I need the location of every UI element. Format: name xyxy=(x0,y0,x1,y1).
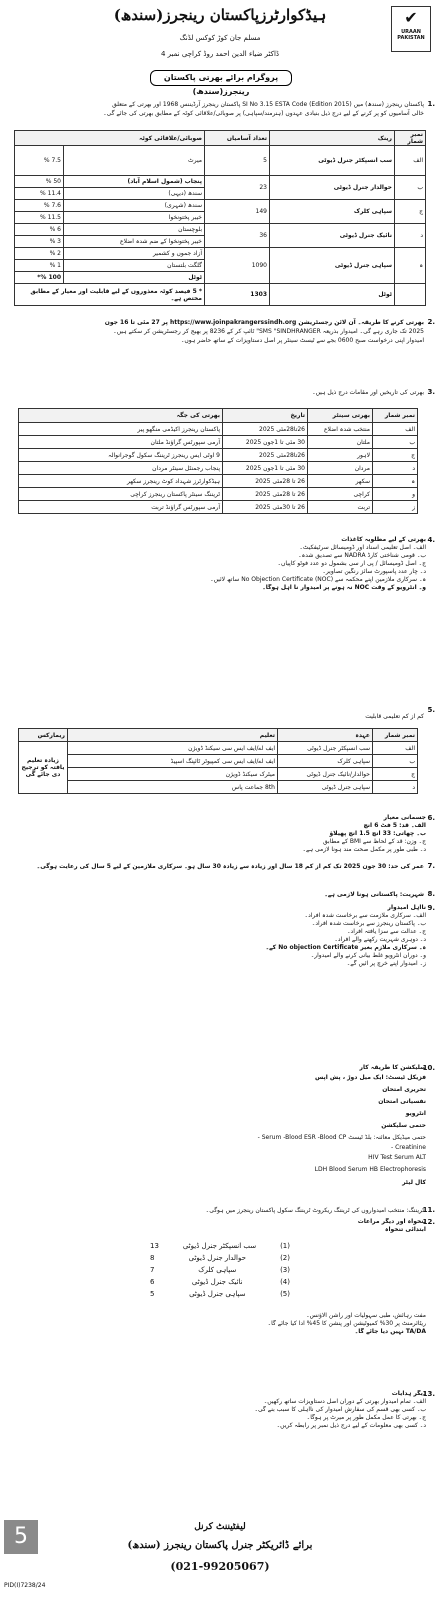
qualification-table xyxy=(18,728,418,794)
instruction-item: د۔ کسی بھی معلومات کے لیے درج ذیل نمبر پر رابطہ کریں۔ xyxy=(276,1422,426,1429)
remarks-cell: زیادہ تعلیم یافتہ کو ترجیح دی جائے گی xyxy=(19,742,68,794)
quota-region: پنجاب (شمول اسلام آباد) xyxy=(64,176,205,188)
para-1-text xyxy=(14,100,424,118)
row-venue: پنجاب رجمنٹل سینٹر مردان xyxy=(19,462,223,475)
address-line-2: ڈاکٹر ضیاء الدین احمد روڈ کراچی نمبر 4 xyxy=(160,50,280,58)
table-row xyxy=(15,248,426,260)
quota-region: سندھ (شہری) xyxy=(64,200,205,212)
para-2-line-1: بھرتی کرنے کا طریقہ۔ آن لائن رجسٹریشن https://www.joinpakrangerssindh.org پر 27 مئی تا 16 جون xyxy=(104,319,424,326)
row-date: 26 تا 30مئی 2025 xyxy=(223,501,308,514)
row-post: سپاہی کلرک xyxy=(278,755,373,768)
address-line-1: مسلم جان کوڑ کوکس لڈنگ xyxy=(179,34,261,42)
list-item xyxy=(150,1276,290,1288)
row-centre: سکھر xyxy=(308,475,373,488)
row-rank: نائیک جنرل ڈیوٹی xyxy=(270,224,395,248)
para-6-title: جسمانی معیار xyxy=(383,814,426,821)
row-serial: ز xyxy=(373,501,418,514)
para-9-title: نااہل امیدوار xyxy=(387,904,426,911)
header-date: تاریخ xyxy=(223,409,308,423)
row-serial: ب xyxy=(373,755,418,768)
selection-step: Creatinine - xyxy=(391,1144,426,1151)
quota-percent: 50 % xyxy=(15,176,64,188)
instruction-item: الف۔ تمام امیدوار بھرتی کے دوران اصل دستاویزات ساتھ رکھیں۔ xyxy=(263,1398,426,1405)
quota-region: بلوچستان xyxy=(64,224,205,236)
table-row xyxy=(15,146,426,176)
quota-region: میرٹ xyxy=(64,146,205,176)
row-education: ایف اے/ایف ایس سی کمپیوٹر ٹائپنگ اسپیڈ xyxy=(68,755,278,768)
quota-percent: 11.4 % xyxy=(15,188,64,200)
item-post: سپاہی کلرک xyxy=(198,1266,237,1274)
para-12-title: تنخواہ اور دیگر مراعات xyxy=(357,1218,426,1225)
table-row xyxy=(19,488,418,501)
ineligible-item: د۔ دوہری شہریت رکھنے والے افراد۔ xyxy=(334,936,426,943)
row-post: حوالدار/نائیک جنرل ڈیوٹی xyxy=(278,768,373,781)
para-2-number: 2. xyxy=(427,318,435,326)
quota-percent: 3 % xyxy=(15,236,64,248)
para-12-number: 12. xyxy=(422,1218,435,1226)
selection-step: حتمی میڈیکل معائنہ: بلڈ ٹیسٹ Serum -Blood ESR -Blood CP - xyxy=(257,1134,426,1141)
signatory-office: برائے ڈائریکٹر جنرل پاکستان رینجرز (سندھ) xyxy=(127,1540,313,1551)
total-row xyxy=(15,284,426,306)
list-item xyxy=(150,1264,290,1276)
table-header-row xyxy=(19,409,418,423)
para-9-ineligible xyxy=(14,904,426,968)
logo-text: URAAN PAKISTAN xyxy=(397,29,425,41)
blank-cell xyxy=(395,284,426,306)
para-12-benefits xyxy=(14,1312,426,1336)
header-vacancies: تعداد آسامیاں xyxy=(205,131,270,146)
para-13-instructions xyxy=(14,1390,426,1430)
height-requirement: الف۔ قد: 5 فٹ 6 انچ xyxy=(363,822,426,829)
benefit-item: ریٹائرمنٹ پر 30% کمیوٹیشن اور پنشن کا 45% ادا کیا جائے گا۔ xyxy=(267,1320,426,1327)
para-1-number: 1. xyxy=(427,100,435,108)
para-1-line-1: پاکستان رینجرز (سندھ) میں SI No 3.15 ESTA Code (Edition 2015) پاکستان رینجرز آرڈیننس 1968 اور بھرتی کے متعلق xyxy=(112,101,424,108)
selection-step: کال لیٹر xyxy=(402,1179,426,1186)
doc-item: الف۔ اصل تعلیمی اسناد اور ڈومیسائل سرٹیفکیٹ۔ xyxy=(299,544,426,551)
row-centre: لاہور xyxy=(308,449,373,462)
para-8-citizenship: شہریت: پاکستانی ہونا لازمی ہے۔ xyxy=(324,891,424,898)
row-rank: حوالدار جنرل ڈیوٹی xyxy=(270,176,395,200)
quota-region: خیبر پختونخوا xyxy=(64,212,205,224)
row-date: 26 تا 28مئی 2025 xyxy=(223,475,308,488)
selection-step: حتمی سلیکشن xyxy=(381,1122,426,1129)
tada-note: TA/DA نہیں دیا جائے گا۔ xyxy=(354,1328,426,1335)
item-post: نائیک جنرل ڈیوٹی xyxy=(191,1278,243,1286)
header-centre: بھرتی سینٹر xyxy=(308,409,373,423)
para-5-number: 5. xyxy=(427,706,435,714)
pid-code: PID(I)7238/24 xyxy=(4,1582,46,1589)
ineligible-item: ہ۔ سرکاری ملازم بغیر No objection Certificate کے۔ xyxy=(265,944,426,951)
table-header-row xyxy=(19,729,418,742)
para-2-line-2: 2025 تک جاری رہے گی۔ امیدوار بذریعہ SMS "SINDHRANGER" ٹائپ کر کے 8236 پر بھیج کر رجسٹریشن کر سکتے ہیں۔ xyxy=(113,328,424,335)
para-5-intro: کم از کم تعلیمی قابلیت xyxy=(365,713,424,720)
row-serial: ب xyxy=(373,436,418,449)
row-venue: آرمی سپورٹس گراؤنڈ تربت xyxy=(19,501,223,514)
para-7-age: عمر کی حد: 30 جون 2025 تک کم از کم 18 سال اور زیادہ سے زیادہ 30 سال ہو۔ سرکاری ملازمین کے لیے 5 سال کی رعایت ہوگی۔ xyxy=(36,863,424,870)
item-scale: 13 xyxy=(150,1242,159,1250)
para-13-title: دیگر ہدایات xyxy=(391,1390,426,1397)
list-item xyxy=(150,1252,290,1264)
total-label: ٹوٹل xyxy=(270,284,395,306)
quota-region: خیبر پختونخوا کے ضم شدہ اضلاع xyxy=(64,236,205,248)
table-row xyxy=(19,501,418,514)
ineligible-item: ج۔ عدالت سے سزا یافتہ افراد۔ xyxy=(347,928,426,935)
chest-requirement: ب۔ چھاتی: 33 انچ 1.5 انچ پھیلاؤ xyxy=(329,830,426,837)
row-date: 30 مئی تا 1جون 2025 xyxy=(223,436,308,449)
table-row xyxy=(19,781,418,794)
ineligible-item: الف۔ سرکاری ملازمت سے برخاست شدہ افراد۔ xyxy=(304,912,426,919)
uraan-pakistan-logo xyxy=(391,6,431,52)
item-index: (4) xyxy=(280,1278,290,1286)
vacancies-table xyxy=(14,130,426,306)
ineligible-item: و۔ دوران انٹرویو غلط بیانی کرنے والے امیدوار۔ xyxy=(310,952,426,959)
row-date: 26تا28مئی 2025 xyxy=(223,423,308,436)
row-centre: ملتان xyxy=(308,436,373,449)
row-serial: ج xyxy=(395,200,426,224)
table-row xyxy=(15,176,426,188)
para-6-number: 6. xyxy=(427,814,435,822)
quota-percent: 2 % xyxy=(15,248,64,260)
table-row xyxy=(19,449,418,462)
benefit-item: مفت رہائش، طبی سہولیات اور راشن الاؤنس۔ xyxy=(306,1312,426,1319)
header-serial: نمبر شمار xyxy=(373,729,418,742)
row-serial: الف xyxy=(373,423,418,436)
page-number-badge: 5 xyxy=(4,1520,38,1554)
para-10-selection xyxy=(14,1064,426,1190)
para-12-title-block xyxy=(14,1218,426,1234)
table-row xyxy=(19,462,418,475)
row-post: سپاہی جنرل ڈیوٹی xyxy=(278,781,373,794)
row-serial: الف xyxy=(373,742,418,755)
quota-region: آزاد جموں و کشمیر xyxy=(64,248,205,260)
row-serial: د xyxy=(373,462,418,475)
item-index: (1) xyxy=(280,1242,290,1250)
row-rank: سب انسپکٹر جنرل ڈیوٹی xyxy=(270,146,395,176)
pay-scale-list xyxy=(150,1240,290,1300)
para-6-physical xyxy=(14,814,426,854)
selection-step: LDH Blood Serum HB Electrophoresis xyxy=(314,1166,426,1173)
row-count: 5 xyxy=(205,146,270,176)
para-12-intro: ابتدائی تنخواہ xyxy=(384,1226,426,1233)
table-row xyxy=(19,475,418,488)
medical-requirement: د۔ طبی طور پر مکمل صحت مند ہونا لازمی ہے۔ xyxy=(302,846,426,853)
para-2-line-3: امیدوار اپنی درخواست صبح 0600 بجے سے ٹیسٹ سینٹر پر اصل دستاویزات کے ساتھ حاضر ہوں۔ xyxy=(180,337,424,344)
quota-percent: 11.5 % xyxy=(15,212,64,224)
para-1-line-2: خالی آسامیوں کو پر کرنے کے لیے درج ذیل بنیادی عہدوں (ہنرمند/سپاہی) پر صوبائی/علاقائی کوٹہ کے مطابق بھرتی کی جائے گی۔ xyxy=(103,110,424,117)
selection-step: تحریری امتحان xyxy=(382,1086,426,1093)
header-remarks: ریمارکس xyxy=(19,729,68,742)
row-count: 1090 xyxy=(205,248,270,284)
quota-percent: 7.5 % xyxy=(15,146,64,176)
header-education: تعلیم xyxy=(68,729,278,742)
weight-requirement: ج۔ وزن: قد کے لحاظ سے BMI کے مطابق xyxy=(323,838,426,845)
item-scale: 8 xyxy=(150,1254,155,1262)
quota-total-label: ٹوٹل xyxy=(64,272,205,284)
row-serial: ہ xyxy=(395,248,426,284)
table-row xyxy=(15,224,426,236)
item-post: سب انسپکٹر جنرل ڈیوٹی xyxy=(182,1242,257,1250)
doc-item: د۔ چار عدد پاسپورٹ سائز رنگین تصاویر۔ xyxy=(322,568,426,575)
para-11-number: 11. xyxy=(422,1206,435,1214)
row-education: ایف اے/ایف ایس سی سیکنڈ ڈویژن xyxy=(68,742,278,755)
para-7-number: 7. xyxy=(427,862,435,870)
program-banner: پروگرام برائے بھرتی پاکستان رینجرز(سندھ) xyxy=(150,70,292,86)
row-serial: د xyxy=(395,224,426,248)
row-centre: تربت xyxy=(308,501,373,514)
para-4-documents xyxy=(14,536,426,592)
item-scale: 5 xyxy=(150,1290,155,1298)
row-post: سب انسپکٹر جنرل ڈیوٹی xyxy=(278,742,373,755)
quota-percent: 1 % xyxy=(15,260,64,272)
header-serial: نمبر شمار xyxy=(395,131,426,146)
header-rank: رینک xyxy=(270,131,395,146)
header-post: عہدہ xyxy=(278,729,373,742)
para-4-number: 4. xyxy=(427,536,435,544)
item-index: (2) xyxy=(280,1254,290,1262)
row-venue: پاکستان رینجرز اکیڈمی منگھو پیر xyxy=(19,423,223,436)
selection-step: نفسیاتی امتحان xyxy=(378,1098,426,1105)
row-count: 36 xyxy=(205,224,270,248)
header-serial: نمبر شمار xyxy=(373,409,418,423)
para-8-number: 8. xyxy=(427,890,435,898)
para-3-intro: بھرتی کی تاریخیں اور مقامات درج ذیل ہیں۔ xyxy=(312,389,424,396)
row-count: 23 xyxy=(205,176,270,200)
item-index: (5) xyxy=(280,1290,290,1298)
selection-step: HIV Test Serum ALT xyxy=(368,1154,426,1161)
item-index: (3) xyxy=(280,1266,290,1274)
selection-step: فزیکل ٹیسٹ: ایک میل دوڑ ، پش اپس xyxy=(315,1074,426,1081)
table-row xyxy=(15,200,426,212)
quota-total: 100 %* xyxy=(15,272,64,284)
row-date: 26تا28مئی 2025 xyxy=(223,449,308,462)
row-venue: 9 اوٹی ایس رینجرز ٹریننگ سکول گوجرانوالہ xyxy=(19,449,223,462)
ineligible-item: ب۔ پاکستان رینجرز سے برخاست شدہ افراد۔ xyxy=(311,920,426,927)
ineligible-item: ز۔ امیدوار اپنے خرچ پر آئیں گے۔ xyxy=(346,960,426,967)
para-4-title: بھرتی کے لیے مطلوبہ کاغذات xyxy=(341,536,426,543)
doc-item: ب۔ قومی شناختی کارڈ NADRA سے تصدیق شدہ۔ xyxy=(298,552,426,559)
item-scale: 7 xyxy=(150,1266,155,1274)
row-venue: ہیڈکوارٹرز شہداد کوٹ رینجرز سکھر xyxy=(19,475,223,488)
row-rank: سپاہی جنرل ڈیوٹی xyxy=(270,248,395,284)
row-count: 149 xyxy=(205,200,270,224)
total-vacancies: 1303 xyxy=(205,284,270,306)
quota-percent: 7.6 % xyxy=(15,200,64,212)
contact-phone: (021-99205067) xyxy=(170,1560,270,1573)
signatory-rank: لیفٹیننٹ کرنل xyxy=(194,1522,246,1532)
doc-item: و۔ انٹرویو کے وقت NOC نہ ہونے پر امیدوار نا اہل ہوگا۔ xyxy=(262,584,426,591)
row-date: 26 تا 28مئی 2025 xyxy=(223,488,308,501)
row-venue: آرمی سپورٹس گراؤنڈ ملتان xyxy=(19,436,223,449)
row-rank: سپاہی کلرک xyxy=(270,200,395,224)
row-centre: مردان xyxy=(308,462,373,475)
para-2-text xyxy=(14,318,424,345)
selection-step: انٹرویو xyxy=(405,1110,426,1117)
table-row xyxy=(19,755,418,768)
table-row xyxy=(19,742,418,755)
row-education: 8th جماعت پاس xyxy=(68,781,278,794)
disability-quota-note: * 5 فیصد کوٹہ معذوروں کے لیے قابلیت اور معیار کے مطابق مختص ہے۔ xyxy=(15,284,205,306)
table-row xyxy=(19,423,418,436)
recruitment-centres-table xyxy=(18,408,418,514)
item-post: سپاہی جنرل ڈیوٹی xyxy=(189,1290,246,1298)
doc-item: ج۔ اصل ڈومیسائل / پی آر سی بشمول دو عدد فوٹو کاپیاں۔ xyxy=(277,560,426,567)
table-row xyxy=(19,436,418,449)
quota-region: گلگت بلتستان xyxy=(64,260,205,272)
para-10-title: سلیکشن کا طریقہ کار xyxy=(359,1064,426,1071)
row-serial: ج xyxy=(373,449,418,462)
para-13-number: 13. xyxy=(422,1390,435,1398)
para-10-number: 10. xyxy=(422,1064,435,1072)
row-venue: ٹریننگ سینٹر پاکستان رینجرز کراچی xyxy=(19,488,223,501)
table-header-row xyxy=(15,131,426,146)
doc-item: ہ۔ سرکاری ملازمین اپنے محکمہ سے No Objection Certificate (NOC) ساتھ لائیں۔ xyxy=(210,576,426,583)
table-row xyxy=(19,768,418,781)
row-serial: د xyxy=(373,781,418,794)
para-3-number: 3. xyxy=(427,388,435,396)
instruction-item: ب۔ کسی بھی قسم کی سفارش امیدوار کی نااہلی کا سبب بنے گی۔ xyxy=(254,1406,426,1413)
row-serial: ج xyxy=(373,768,418,781)
row-serial: و xyxy=(373,488,418,501)
row-serial: ہ xyxy=(373,475,418,488)
header-venue: بھرتی کی جگہ xyxy=(19,409,223,423)
item-scale: 6 xyxy=(150,1278,155,1286)
flag-mark-icon: ✔ xyxy=(404,8,418,27)
item-post: حوالدار جنرل ڈیوٹی xyxy=(188,1254,246,1262)
instruction-item: ج۔ بھرتی کا عمل مکمل طور پر میرٹ پر ہوگا۔ xyxy=(306,1414,426,1421)
list-item xyxy=(150,1288,290,1300)
page-title: ہیڈکوارٹرزپاکستان رینجرز(سندھ) xyxy=(113,6,327,24)
header-quota: صوبائی/علاقائی کوٹہ xyxy=(15,131,205,146)
row-serial: ب xyxy=(395,176,426,200)
para-9-number: 9. xyxy=(427,904,435,912)
row-centre: منتخب شدہ اضلاع xyxy=(308,423,373,436)
row-education: میٹرک سیکنڈ ڈویژن xyxy=(68,768,278,781)
row-date: 30 مئی تا 1جون 2025 xyxy=(223,462,308,475)
quota-percent: 6 % xyxy=(15,224,64,236)
quota-region: سندھ (دیہی) xyxy=(64,188,205,200)
row-serial: الف xyxy=(395,146,426,176)
list-item xyxy=(150,1240,290,1252)
row-centre: کراچی xyxy=(308,488,373,501)
para-11-training: ٹریننگ: منتخب امیدواروں کی ٹریننگ ریکروٹ ٹریننگ سکول پاکستان رینجرز میں ہوگی۔ xyxy=(205,1207,424,1214)
